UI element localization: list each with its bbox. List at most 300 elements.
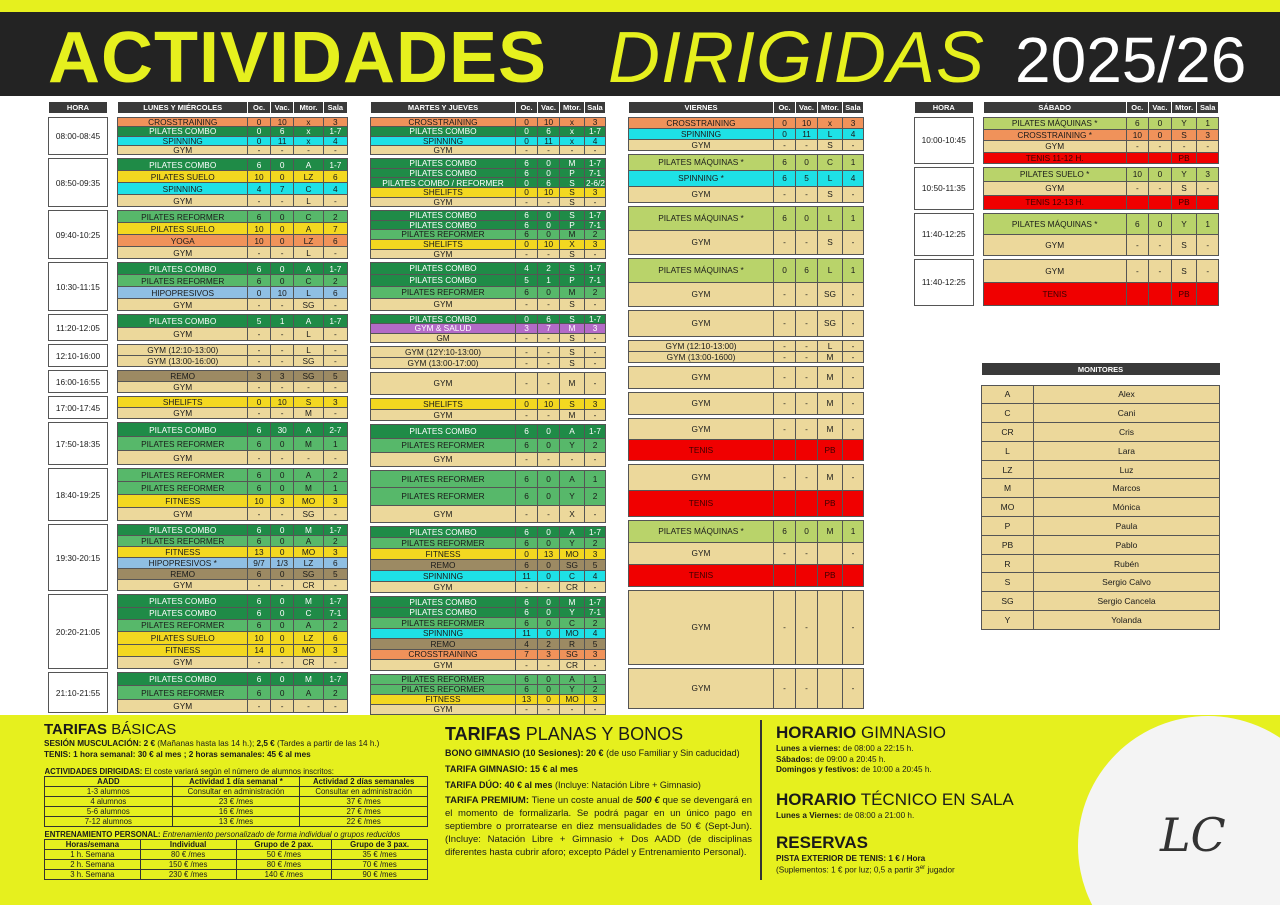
room: 1-7 [323,595,347,607]
occupied: - [247,451,270,465]
time-slot: 17:50-18:35 [49,423,108,465]
occupied: - [774,419,796,440]
column-header: Mtor. [818,102,843,114]
activity-name: GYM [983,235,1126,256]
room: 1-7 [585,159,606,169]
activity-name: PILATES REFORMER [118,275,247,287]
room [1197,196,1219,210]
activity-name: TENIS 11-12 H. [983,152,1126,164]
occupied: 6 [247,482,270,495]
price-header: AADD [45,776,173,786]
room: 2 [323,275,347,287]
monitor: CR [294,656,323,668]
column-header: HORA [49,102,108,114]
activity-name: PILATES COMBO [118,127,247,136]
vacancies: - [538,333,560,342]
occupied: - [516,249,538,259]
aadd-label: ACTIVIDADES DIRIGIDAS: [44,766,143,776]
activity-name: GYM [983,260,1126,283]
occupied: 6 [247,159,270,171]
occupied: 0 [516,127,538,136]
activity-name: CROSSTRAINING [371,649,516,660]
activity-row [371,275,606,287]
occupied: 4 [516,639,538,650]
activity-row [371,220,606,230]
activity-row [49,525,348,536]
occupied: 0 [247,127,270,136]
occupied: - [247,656,270,668]
vacancies: - [271,145,294,154]
occupied: 6 [516,597,538,608]
activity-name: SHELIFTS [371,239,516,249]
activity-name: GYM [371,410,516,421]
time-slot: 10:50-11:35 [915,168,974,210]
room: 3 [585,649,606,660]
monitor: S [560,299,585,311]
activity-name: SHELIFTS [118,397,247,408]
occupied: 4 [516,263,538,275]
room: 1 [843,155,864,171]
header-bar [0,12,1280,96]
price-row: 2 h. Semana 150 € /mes 80 € /mes 70 € /mes [45,860,428,870]
time-slot: 12:10-16:00 [49,345,108,367]
activity-name: PILATES REFORMER [371,471,516,488]
room: - [585,410,606,421]
activity-name: PILATES REFORMER [371,287,516,299]
occupied: 6 [247,607,270,619]
room: - [843,669,864,709]
activity-name: GYM [371,582,516,593]
monitor: S [1171,182,1197,196]
occupied: 0 [516,187,538,197]
monitor: M [294,482,323,495]
activity-name: PILATES REFORMER [118,536,247,547]
activity-name: GYM [371,299,516,311]
activity-name: SPINNING [371,136,516,145]
room: 1-7 [585,127,606,136]
occupied: 6 [247,211,270,223]
room: 1-7 [323,263,347,275]
activity-name: PILATES COMBO [371,425,516,439]
room: 7-1 [585,275,606,287]
vacancies: 1 [271,315,294,328]
activity-row [371,127,606,136]
activity-name: PILATES COMBO [371,263,516,275]
vacancies: - [538,704,560,714]
room: 1 [323,437,347,451]
monitor: L [294,328,323,341]
room: - [843,591,864,665]
room: 2 [585,488,606,505]
column-header: Mtor. [294,102,323,114]
room: 7-1 [585,168,606,178]
monitor: L [818,171,843,187]
room: 3 [585,694,606,704]
room: 4 [585,628,606,639]
room: 1 [585,674,606,684]
occupied: - [247,580,270,591]
vacancies: 0 [538,560,560,571]
vacancies: 6 [271,127,294,136]
room: 1-7 [585,315,606,324]
room: - [323,580,347,591]
activity-row [371,299,606,311]
room: - [585,299,606,311]
activity-name: GYM [629,367,774,389]
vacancies: - [538,299,560,311]
activity-name: PILATES REFORMER [118,437,247,451]
vacancies: 3 [538,649,560,660]
vacancies: - [271,299,294,311]
room: 4 [843,129,864,140]
activity-row [371,639,606,650]
vacancies: 0 [271,159,294,171]
occupied: 6 [516,488,538,505]
column-header: Oc. [774,102,796,114]
activity-name: PILATES MÁQUINAS * [983,118,1126,130]
occupied: 11 [516,628,538,639]
vacancies: 6 [538,315,560,324]
activity-name: HIPOPRESIVOS [118,287,247,299]
occupied: - [516,453,538,467]
monitor: R [560,639,585,650]
monitor: CR [560,582,585,593]
vacancies: 0 [538,211,560,221]
activity-row [629,207,864,231]
room: 5 [323,569,347,580]
room: - [323,408,347,419]
tb-title-bold: TARIFAS [44,721,108,738]
activity-row [49,345,348,356]
activity-row [371,399,606,410]
monitor: L [818,129,843,140]
activity-name: GYM [371,453,516,467]
monitor: S [560,211,585,221]
occupied: 6 [516,471,538,488]
monitor-row: PB Pablo [982,535,1220,554]
occupied: 0 [774,118,796,129]
monitor: A [294,223,323,235]
room [843,440,864,461]
occupied: 0 [516,239,538,249]
price-header: Actividad 2 días semanales [300,776,428,786]
monitor-row: Y Yolanda [982,611,1220,630]
price-row: 1 h. Semana 80 € /mes 50 € /mes 35 € /mes [45,850,428,860]
activity-row [371,597,606,608]
activity-name: GYM [118,328,247,341]
activity-row [371,263,606,275]
vacancies: 0 [271,211,294,223]
vacancies: 0 [538,618,560,629]
occupied: 6 [774,521,796,543]
monitor: M [294,595,323,607]
activity-name: GYM [118,699,247,712]
occupied: 6 [247,423,270,437]
activity-name: PILATES COMBO [371,159,516,169]
activity-name: PILATES SUELO [118,171,247,183]
time-slot: 18:40-19:25 [49,469,108,521]
vacancies: 3 [271,495,294,508]
schedule-tue-thu [370,101,606,715]
vacancies: 0 [538,488,560,505]
vacancies: 10 [538,118,560,127]
activity-row [49,159,348,171]
occupied: 6 [516,618,538,629]
vacancies: 5 [796,171,818,187]
activity-row [371,660,606,671]
monitor: - [294,451,323,465]
occupied: - [774,352,796,363]
monitor: M [560,373,585,395]
monitor: M [560,230,585,240]
occupied: - [247,356,270,367]
activity-row [371,439,606,453]
activity-row [629,491,864,517]
monitor: SG [560,560,585,571]
time-slot: 11:40-12:25 [915,260,974,306]
price-row: 3 h. Semana 230 € /mes 140 € /mes 90 € /mes [45,870,428,880]
activity-name: PILATES COMBO [118,673,247,686]
activity-name: PILATES MÁQUINAS * [629,259,774,283]
occupied: 6 [247,275,270,287]
vacancies: - [796,393,818,415]
occupied [1126,152,1149,164]
monitor: - [294,145,323,154]
monitor: C [560,571,585,582]
occupied: 6 [247,673,270,686]
activity-row [371,471,606,488]
activity-name: SPINNING [371,571,516,582]
vacancies: 0 [271,569,294,580]
activity-name: GYM [118,656,247,668]
room: 1 [1197,214,1219,235]
column-header: Sala [323,102,347,114]
occupied: 10 [247,235,270,247]
activity-name: GYM (13:00-1600) [629,352,774,363]
activity-name: PILATES REFORMER [371,684,516,694]
time-slot: 11:40-12:25 [915,214,974,256]
column-header: Oc. [516,102,538,114]
activity-name: FITNESS [371,549,516,560]
vacancies: 0 [538,230,560,240]
activity-name: GYM [118,580,247,591]
vacancies: 0 [796,155,818,171]
activity-row [371,145,606,154]
room: 3 [585,324,606,333]
monitor: x [818,118,843,129]
vacancies: 0 [796,207,818,231]
monitor: C [818,155,843,171]
occupied: 0 [516,399,538,410]
occupied: 0 [516,118,538,127]
column-header: SÁBADO [983,102,1126,114]
vacancies: 0 [271,275,294,287]
activity-name: PILATES COMBO / REFORMER [371,178,516,188]
monitor: M [818,352,843,363]
vacancies [796,565,818,587]
activity-row [371,333,606,342]
occupied: 6 [247,525,270,536]
room: - [585,660,606,671]
vacancies: 10 [271,287,294,299]
vacancies: 0 [271,525,294,536]
column-header: MARTES Y JUEVES [371,102,516,114]
divider [760,720,762,880]
room: - [585,249,606,259]
occupied: 7 [516,649,538,660]
activity-row [371,649,606,660]
vacancies: 3 [271,371,294,382]
occupied: - [1126,235,1149,256]
monitor: PB [818,565,843,587]
monitor: A [294,619,323,631]
vacancies: 0 [538,538,560,549]
room [1197,283,1219,306]
room: 1 [1197,118,1219,130]
monitor: A [294,315,323,328]
monitor: M [818,393,843,415]
occupied: 6 [516,607,538,618]
time-slot: 16:00-16:55 [49,371,108,393]
vacancies: 2 [538,263,560,275]
activity-name: PILATES REFORMER [371,488,516,505]
monitor: SG [294,299,323,311]
price-row: 1-3 alumnos Consultar en administración Consultar en administración [45,786,428,796]
vacancies: 0 [538,287,560,299]
activity-name: PILATES SUELO [118,223,247,235]
activity-row [371,118,606,127]
activity-name: PILATES REFORMER [371,230,516,240]
room: 7-1 [585,607,606,618]
activity-row [371,694,606,704]
activity-name: GYM [629,311,774,337]
monitor-row: L Lara [982,441,1220,460]
activity-row [629,669,864,709]
vacancies: 0 [538,684,560,694]
room: 3 [585,399,606,410]
tarifas-basicas [44,721,434,880]
occupied: 6 [247,595,270,607]
activity-name: GYM [629,465,774,491]
vacancies: - [538,197,560,207]
monitor: A [294,263,323,275]
activity-row [629,341,864,352]
monitor: S [818,140,843,151]
activity-name: SHELIFTS [371,187,516,197]
vacancies: - [271,508,294,521]
occupied: - [774,341,796,352]
room: 6 [323,171,347,183]
occupied: 6 [247,619,270,631]
vacancies: - [1149,235,1172,256]
monitor: S [560,333,585,342]
vacancies: 10 [271,118,294,127]
vacancies: - [796,283,818,307]
room: - [843,352,864,363]
occupied: 10 [1126,129,1149,141]
room: 7-1 [585,220,606,230]
occupied [1126,283,1149,306]
monitor: P [560,220,585,230]
room: 4 [843,171,864,187]
vacancies: 6 [538,127,560,136]
top-accent-strip [0,0,1280,12]
activity-name: PILATES SUELO * [983,168,1126,182]
activity-name: PILATES COMBO [371,607,516,618]
occupied: 0 [774,129,796,140]
price-row: 7-12 alumnos 13 € /mes 22 € /mes [45,816,428,826]
vacancies: - [538,505,560,522]
room: - [323,451,347,465]
room: 4 [323,136,347,145]
activity-row [915,260,1219,283]
occupied: - [247,699,270,712]
vacancies: - [538,660,560,671]
monitor: M [560,159,585,169]
monitor: PB [1171,196,1197,210]
activity-name: GYM [629,187,774,203]
vacancies: - [538,358,560,369]
occupied: 6 [1126,118,1149,130]
reservas: RESERVAS PISTA EXTERIOR DE TENIS: 1 € / Hora (Suplementos: 1 € por luz; 0,5 a partir 3er jugador [776,833,955,875]
activity-row [49,595,348,607]
occupied: 0 [247,397,270,408]
activity-name: PILATES COMBO [118,525,247,536]
room [1197,152,1219,164]
vacancies: 0 [538,674,560,684]
vacancies: 0 [1149,118,1172,130]
monitor: A [294,686,323,699]
room: 1-7 [323,525,347,536]
monitor: M [294,525,323,536]
monitor: - [294,699,323,712]
monitor: x [294,118,323,127]
premium-text: TARIFA PREMIUM: Tiene un coste anual de 500 € que se devengará en el momento de formalizarla. Se podrá pagar en un único pago en septiembre o prorratearse en diez mensualidades de 50 € (Sept-Jun). (Incluye: Natación Libre + Gimnasio + Dos AADD (de disciplinas diferentes hasta cubrir aforo; excepto Pádel y Entrenamiento Personal). [445,795,753,858]
column-header: HORA [915,102,974,114]
occupied: 6 [247,437,270,451]
vacancies: - [796,591,818,665]
occupied: - [247,345,270,356]
room: - [1197,235,1219,256]
activity-row [49,118,348,127]
vacancies: 0 [271,644,294,656]
monitor-row: MO Mónica [982,498,1220,517]
monitor-row: CR Cris [982,423,1220,442]
monitor: - [1171,141,1197,153]
activity-name: PILATES REFORMER [118,469,247,482]
vacancies: 0 [271,686,294,699]
vacancies: - [796,231,818,255]
room: 1 [843,521,864,543]
activity-row [371,549,606,560]
room: 4 [323,183,347,195]
occupied: - [516,299,538,311]
room: 2 [585,230,606,240]
time-slot: 17:00-17:45 [49,397,108,419]
time-slot: 11:20-12:05 [49,315,108,341]
monitor: PB [1171,283,1197,306]
monitor: S [560,187,585,197]
monitor: P [560,275,585,287]
column-header: Mtor. [560,102,585,114]
activity-name: SPINNING * [629,171,774,187]
vacancies: 2 [538,639,560,650]
occupied: - [247,247,270,259]
room: - [585,505,606,522]
activity-name: GM [371,333,516,342]
room: - [323,328,347,341]
room: - [843,465,864,491]
